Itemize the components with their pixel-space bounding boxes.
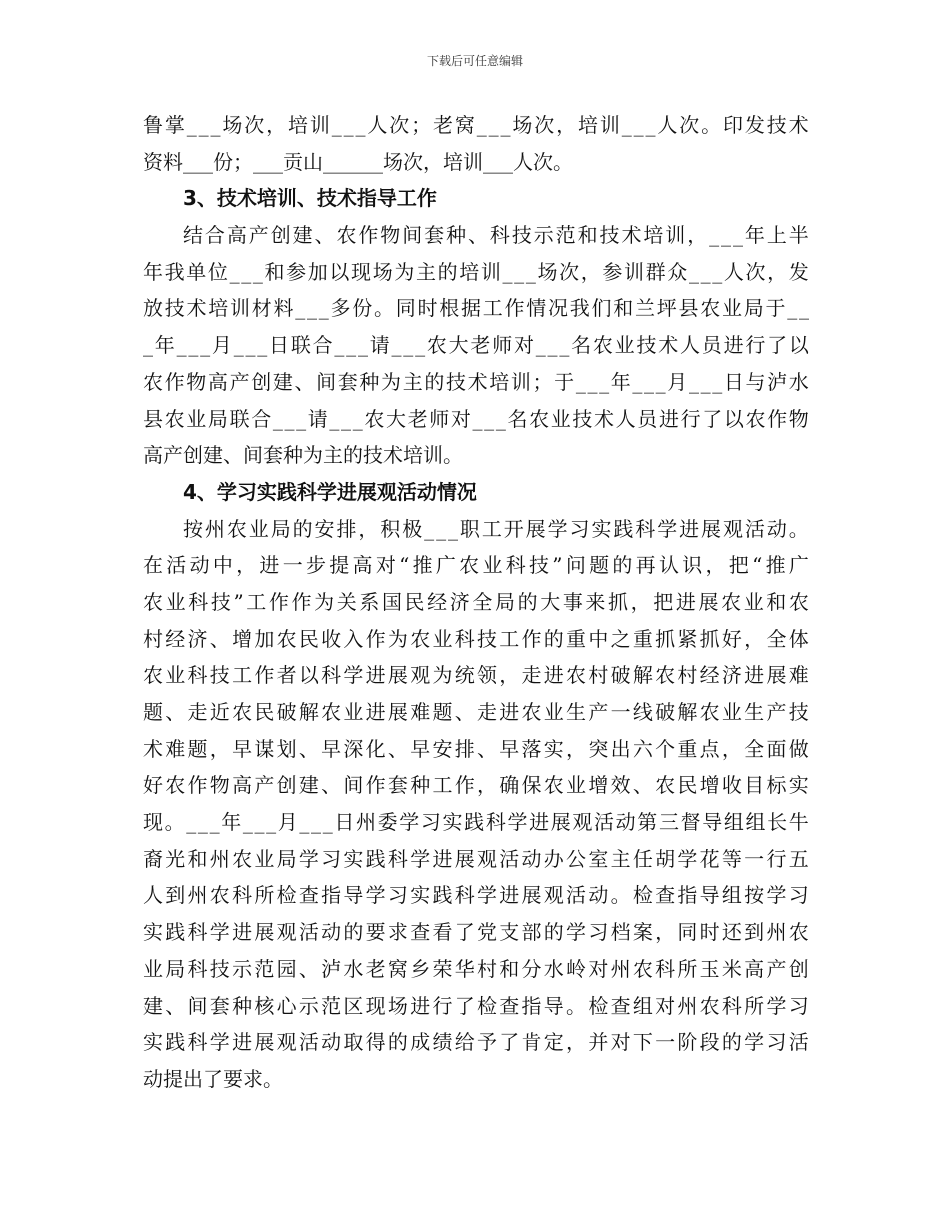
paragraph-line: 高产创建、间套种为主的技术培训。 [143,443,463,468]
paragraph-line: 结 合 高 产 创 建 、 农 作 物 间 套 种 、 科 技 示 范 和 技 术 培 训 ， _ _ _ 年 上 半 [183,223,809,248]
paragraph-line: 农 业 科 技 ” 工 作 作 为 关 系 国 民 经 济 全 局 的 大 事 来 抓 ， 把 进 展 农 业 和 农 [143,589,809,614]
paragraph-line: 农 业 科 技 工 作 者 以 科 学 进 展 观 为 统 领 ， 走 进 农 村 破 解 农 村 经 济 进 展 难 [143,663,809,688]
paragraph-line: 在 活 动 中 ， 进 一 步 提 高 对 “ 推 广 农 业 科 技 ” 问 题 的 再 认 识 ， 把 “ 推 广 [143,553,809,578]
paragraph-line: 年 我 单 位 _ _ _ 和 参 加 以 现 场 为 主 的 培 训 _ _ _ 场 次 ， 参 训 群 众 _ _ _ 人 次 ， 发 [143,259,809,284]
section-heading: 3、技术培训、技术指导工作 [183,186,437,211]
paragraph-line: 实 践 科 学 进 展 观 活 动 取 得 的 成 绩 给 予 了 肯 定 ， 并 对 下 一 阶 段 的 学 习 活 [143,1030,809,1055]
paragraph-line: 村 经 济 、 增 加 农 民 收 入 作 为 农 业 科 技 工 作 的 重 中 之 重 抓 紧 抓 好 ， 全 体 [143,626,809,651]
paragraph-line: 动提出了要求。 [143,1066,283,1091]
paragraph-line: 现 。 _ _ _ 年 _ _ _ 月 _ _ _ 日 州 委 学 习 实 践 科 学 进 展 观 活 动 第 三 督 导 组 组 长 牛 [143,810,809,835]
paragraph-line: 按 州 农 业 局 的 安 排 ， 积 极 _ _ _ 职 工 开 展 学 习 实 践 科 学 进 展 观 活 动 。 [183,516,809,541]
document-body [143,107,809,1098]
paragraph-line: 题 、 走 近 农 民 破 解 农 业 进 展 难 题 、 走 进 农 业 生 产 一 线 破 解 农 业 生 产 技 [143,700,809,724]
paragraph-line: 术 难 题 ， 早 谋 划 、 早 深 化 、 早 安 排 、 早 落 实 ， 突 出 六 个 重 点 ， 全 面 做 [143,736,809,761]
paragraph-line: 资料___份；___贡山______场次，培训___人次。 [143,149,573,174]
paragraph-line: 县 农 业 局 联 合 _ _ _ 请 _ _ _ 农 大 老 师 对 _ _ _ 名 农 业 技 术 人 员 进 行 了 以 农 作 物 [143,406,809,431]
paragraph-line: 好 农 作 物 高 产 创 建 、 间 作 套 种 工 作 ， 确 保 农 业 增 效 、 农 民 增 收 目 标 实 [143,773,809,798]
paragraph-line: 放 技 术 培 训 材 料 _ _ _ 多 份 。 同 时 根 据 工 作 情 况 我 们 和 兰 坪 县 农 业 局 于 _ _ [143,296,809,321]
paragraph-line: 裔 光 和 州 农 业 局 学 习 实 践 科 学 进 展 观 活 动 办 公 室 主 任 胡 学 花 等 一 行 五 [143,846,809,871]
section-heading: 4、学习实践科学进展观活动情况 [183,479,477,504]
paragraph-line: _ 年 _ _ _ 月 _ _ _ 日 联 合 _ _ _ 请 _ _ _ 农 大 老 师 对 _ _ _ 名 农 业 技 术 人 员 进 行 了 以 [143,333,809,358]
paragraph-line: 鲁 掌 _ _ _ 场 次 ， 培 训 _ _ _ 人 次 ； 老 窝 _ _ _ 场 次 ， 培 训 _ _ _ 人 次 。 印 发 技 术 [143,113,809,137]
page-header: 下载后可任意编辑 [426,54,523,68]
paragraph-line: 建 、 间 套 种 核 心 示 范 区 现 场 进 行 了 检 查 指 导 。 检 查 组 对 州 农 科 所 学 习 [143,993,809,1018]
paragraph-line: 农 作 物 高 产 创 建 、 间 套 种 为 主 的 技 术 培 训 ； 于 _ _ _ 年 _ _ _ 月 _ _ _ 日 与 泸 水 [143,369,809,394]
paragraph-line: 人 到 州 农 科 所 检 查 指 导 学 习 实 践 科 学 进 展 观 活 动 。 检 查 指 导 组 按 学 习 [143,883,809,908]
paragraph-line: 实 践 科 学 进 展 观 活 动 的 要 求 查 看 了 党 支 部 的 学 习 档 案 ， 同 时 还 到 州 农 [143,920,809,945]
paragraph-line: 业 局 科 技 示 范 园 、 泸 水 老 窝 乡 荣 华 村 和 分 水 岭 对 州 农 科 所 玉 米 高 产 创 [143,956,809,981]
